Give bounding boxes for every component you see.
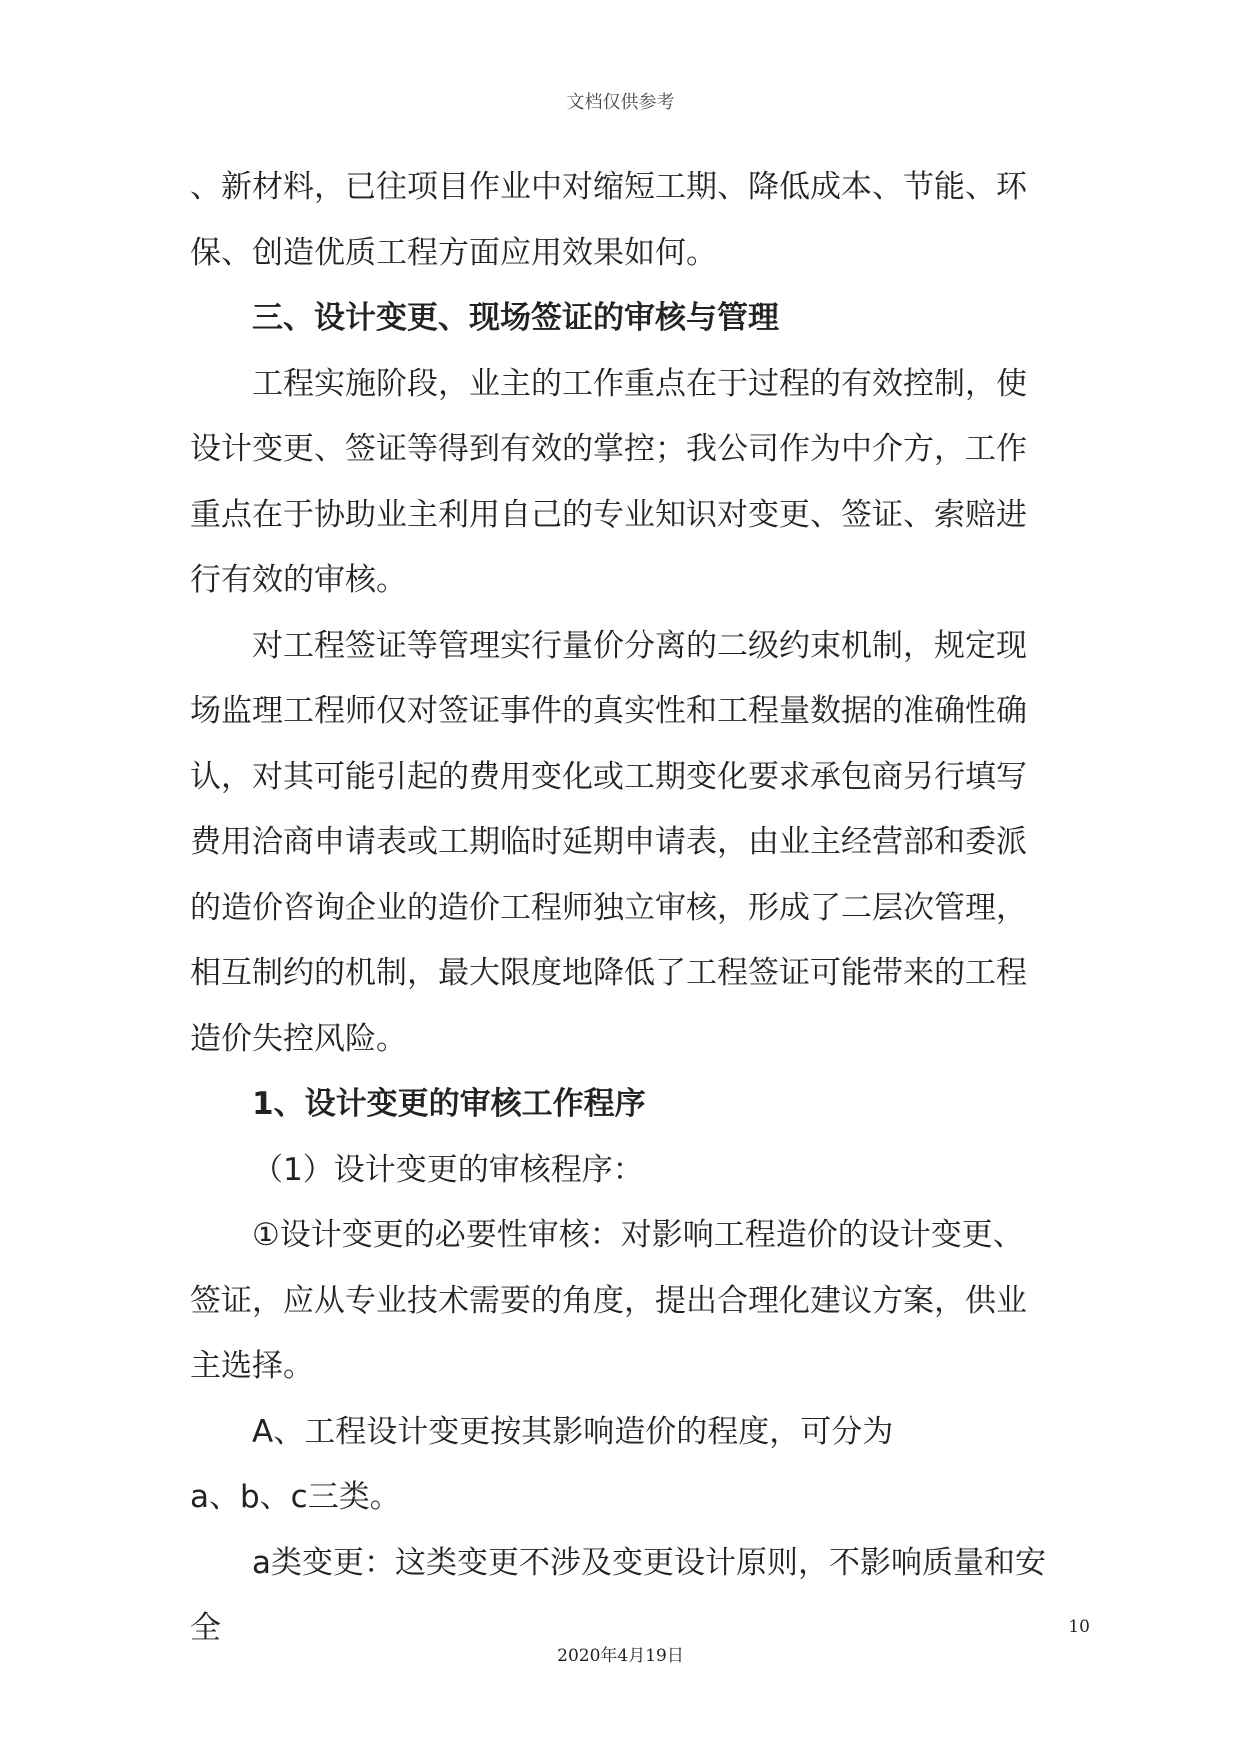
paragraph-continuation: 、新材料，已往项目作业中对缩短工期、降低成本、节能、环保、创造优质工程方面应用效果如何。 xyxy=(190,169,1027,271)
subsection-heading: 1、设计变更的审核工作程序 xyxy=(252,1086,646,1122)
paragraph: ①设计变更的必要性审核：对影响工程造价的设计变更、签证，应从专业技术需要的角度，提出合理化建议方案，供业主选择。 xyxy=(190,1217,1027,1384)
section-heading: 三、设计变更、现场签证的审核与管理 xyxy=(252,300,779,336)
paragraph: a类变更：这类变更不涉及变更设计原则，不影响质量和安全 xyxy=(190,1544,1046,1646)
page-header: 文档仅供参考 xyxy=(566,92,675,113)
paragraph: A、工程设计变更按其影响造价的程度，可分为 xyxy=(252,1413,894,1450)
paragraph-continuation: a、b、c三类。 xyxy=(190,1479,401,1515)
paragraph: （1）设计变更的审核程序： xyxy=(252,1151,644,1188)
document-body xyxy=(190,155,1050,1662)
paragraph: 对工程签证等管理实行量价分离的二级约束机制，规定现场监理工程师仅对签证事件的真实性和工程量数据的准确性确认，对其可能引起的费用变化或工期变化要求承包商另行填写费用洽商申请表或工期临时延期申请表，由业主经营部和委派的造价咨询企业的造价工程师独立审核，形成了二层次管理，相互制约的机制，最大限度地降低了工程签证可能带来的工程造价失控风险。 xyxy=(190,627,1027,1057)
paragraph: 工程实施阶段，业主的工作重点在于过程的有效控制，使设计变更、签证等得到有效的掌控；我公司作为中介方，工作重点在于协助业主利用自己的专业知识对变更、签证、索赔进行有效的审核。 xyxy=(190,365,1027,598)
page-number: 10 xyxy=(1068,1617,1090,1637)
footer-date: 2020年4月19日 xyxy=(557,1646,684,1666)
